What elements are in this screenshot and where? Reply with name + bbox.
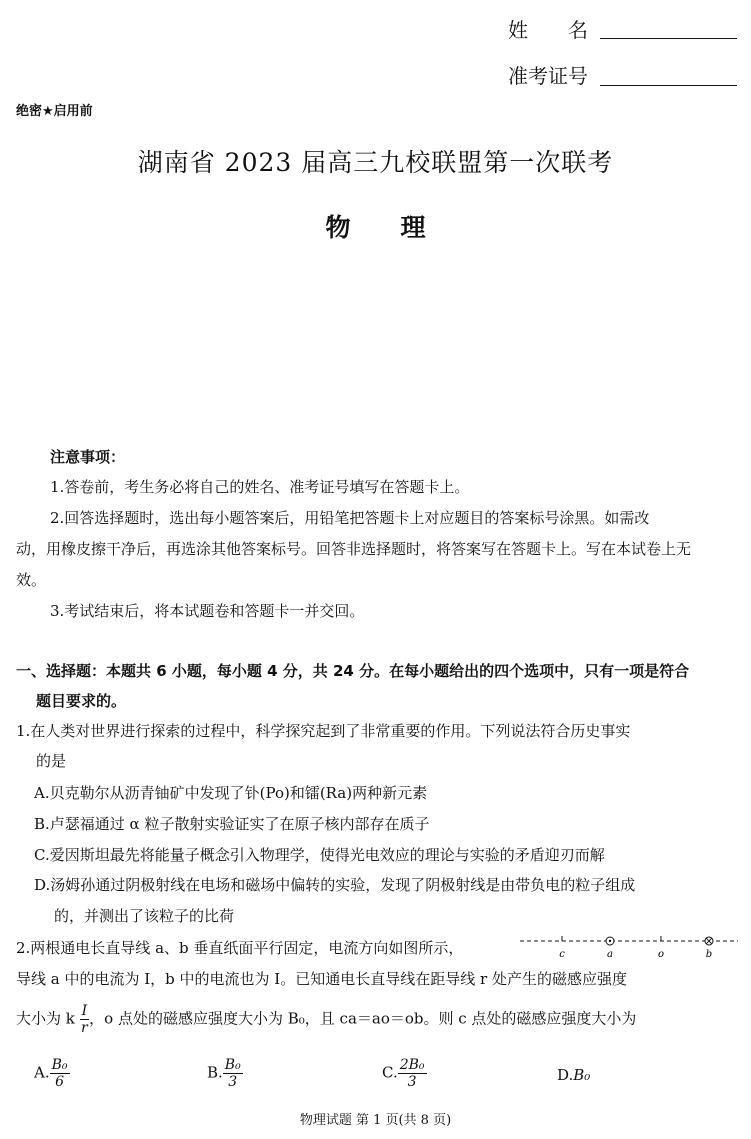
q1-stem-cont: 的是	[36, 752, 67, 770]
secret-mark: 绝密★启用前	[16, 104, 93, 119]
label-b: b	[705, 949, 713, 960]
label-a: a	[607, 949, 613, 960]
q2-option-c-label: C.	[382, 1063, 398, 1082]
notice-title: 注意事项：	[50, 448, 126, 466]
q1-option-d[interactable]: D.汤姆孙通过阴极射线在电场和磁场中偏转的实验，发现了阴极射线是由带负电的粒子组成	[34, 876, 636, 894]
section-heading: 一、选择题：本题共 6 小题，每小题 4 分，共 24 分。在每小题给出的四个选项中，只有一项是符合	[16, 662, 690, 680]
notice-item-2-end: 效。	[16, 571, 47, 589]
q1-option-d-cont: 的，并测出了该粒子的比荷	[54, 907, 235, 925]
q2-option-c-num: 2B₀	[399, 1057, 425, 1073]
name-label: 姓 名	[508, 18, 588, 42]
notice-item-1: 1.答卷前，考生务必将自己的姓名、准考证号填写在答题卡上。	[50, 478, 470, 496]
exam-title: 湖南省 2023 届高三九校联盟第一次联考	[137, 148, 614, 177]
q2-option-a-num: B₀	[51, 1057, 68, 1073]
exam-id-field-underline[interactable]	[600, 85, 737, 86]
exam-id-label: 准考证号	[508, 64, 588, 88]
q2-stem-post: ，o 点处的磁感应强度大小为 B₀，且 ca＝ao＝ob。则 c 点处的磁感应强度大小为	[89, 1009, 637, 1028]
q2-option-c[interactable]	[382, 1058, 427, 1089]
section-heading-cont: 题目要求的。	[36, 692, 127, 710]
wire-diagram	[518, 930, 740, 960]
q2-option-a-label: A.	[34, 1063, 50, 1082]
k-fraction-num: I	[81, 1003, 88, 1019]
q1-stem: 1.在人类对世界进行探索的过程中，科学探究起到了非常重要的作用。下列说法符合历史事实	[16, 722, 631, 740]
label-o: o	[657, 949, 665, 960]
q2-option-a-den: 6	[55, 1074, 65, 1090]
wire-a-dot	[609, 940, 611, 942]
q2-option-d-value: B₀	[573, 1066, 591, 1084]
subject-title: 物 理	[325, 213, 426, 242]
q1-option-a[interactable]: A.贝克勒尔从沥青铀矿中发现了钋(Po)和镭(Ra)两种新元素	[34, 784, 428, 802]
q2-option-b-den: 3	[228, 1074, 238, 1090]
q1-option-b[interactable]: B.卢瑟福通过 α 粒子散射实验证实了在原子核内部存在质子	[34, 815, 430, 833]
name-field-underline[interactable]	[600, 38, 737, 39]
k-fraction	[80, 1004, 90, 1035]
k-fraction-den: r	[81, 1020, 88, 1036]
q2-stem-cont: 导线 a 中的电流为 I，b 中的电流也为 I。已知通电长直导线在距导线 r 处产生的磁感应强度	[16, 970, 627, 988]
notice-item-2-cont: 动，用橡皮擦干净后，再选涂其他答案标号。回答非选择题时，将答案写在答题卡上。写在本试卷上无	[16, 540, 692, 558]
notice-item-3: 3.考试结束后，将本试题卷和答题卡一并交回。	[50, 602, 365, 620]
q2-stem: 2.两根通电长直导线 a、b 垂直纸面平行固定，电流方向如图所示，	[16, 939, 464, 957]
q2-stem-pre: 大小为 k	[16, 1009, 75, 1028]
label-c: c	[559, 949, 565, 960]
q2-option-b-label: B.	[207, 1063, 223, 1082]
q2-option-c-den: 3	[407, 1074, 417, 1090]
q2-option-a[interactable]	[34, 1058, 70, 1089]
page-footer: 物理试题 第 1 页(共 8 页)	[299, 1113, 452, 1128]
q2-option-b-num: B₀	[224, 1057, 241, 1073]
q2-option-d[interactable]	[557, 1066, 590, 1084]
q2-option-d-label: D.	[557, 1066, 574, 1084]
notice-item-2: 2.回答选择题时，选出每小题答案后，用铅笔把答题卡上对应题目的答案标号涂黑。如需改	[50, 509, 650, 527]
q2-stem-formula-line	[16, 1004, 636, 1035]
q2-option-b[interactable]	[207, 1058, 243, 1089]
q1-option-c[interactable]: C.爱因斯坦最先将能量子概念引入物理学，使得光电效应的理论与实验的矛盾迎刃而解	[34, 846, 605, 864]
